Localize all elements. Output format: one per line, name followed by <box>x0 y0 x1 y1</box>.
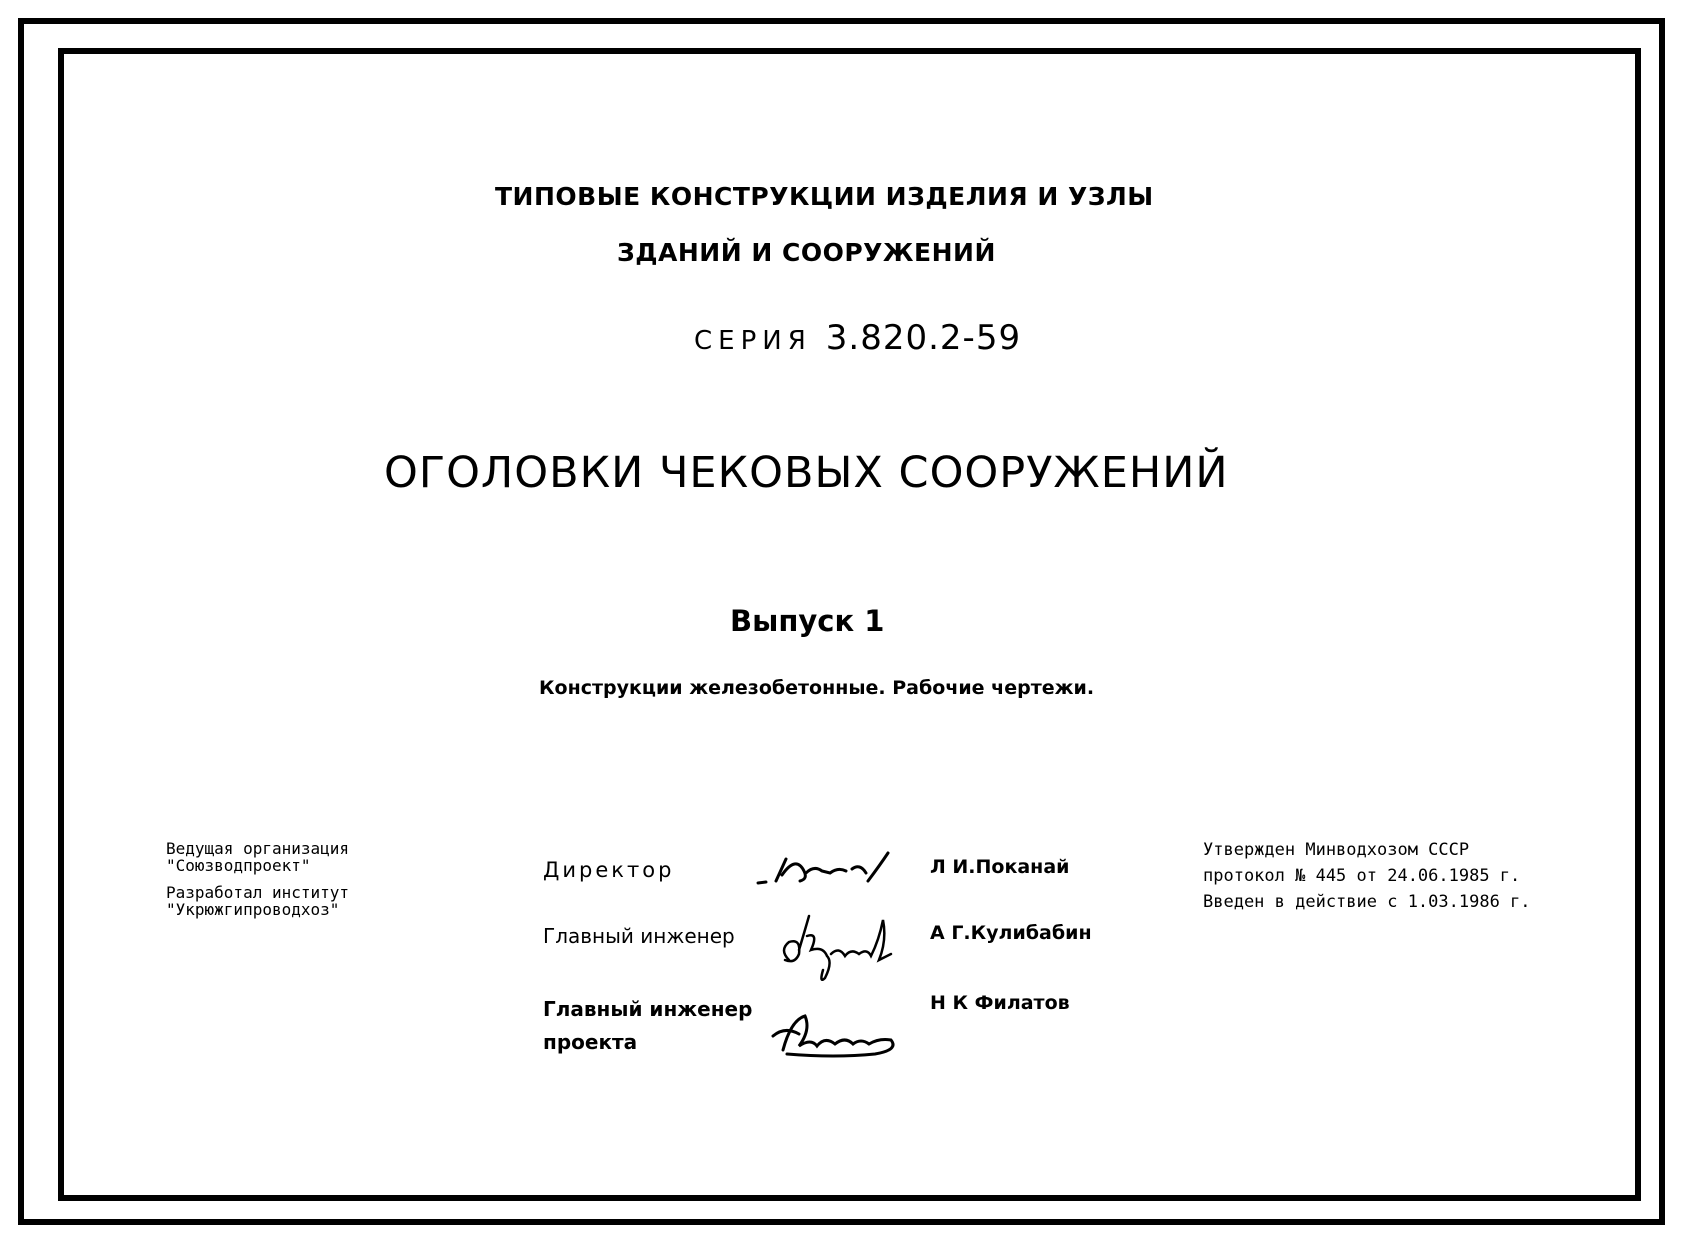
series-number: 3.820.2-59 <box>825 318 1022 358</box>
series-designation <box>694 318 1021 358</box>
approval-line-3: Введен в действие с 1.03.1986 г. <box>1203 892 1531 912</box>
issue-number: Выпуск 1 <box>730 604 885 638</box>
approval-block <box>1203 837 1531 915</box>
role-chief-project-engineer-line2: проекта <box>543 1030 638 1054</box>
developer-label: Разработал институт <box>166 883 350 902</box>
chief-engineer-signature <box>775 910 905 985</box>
document-title: ОГОЛОВКИ ЧЕКОВЫХ СООРУЖЕНИЙ <box>384 448 1229 498</box>
signatory-name-chief-engineer: А Г.Кулибабин <box>930 922 1092 944</box>
director-signature <box>756 845 896 895</box>
lead-organization-name: "Союзводпроект" <box>166 856 311 875</box>
approval-line-1: Утвержден Минводхозом СССР <box>1203 840 1470 860</box>
header-line-1: ТИПОВЫЕ КОНСТРУКЦИИ ИЗДЕЛИЯ И УЗЛЫ <box>495 182 1154 211</box>
chief-project-engineer-signature <box>765 1010 905 1065</box>
signatory-name-chief-project-engineer: Н К Филатов <box>930 992 1070 1014</box>
series-label: СЕРИЯ <box>694 326 812 356</box>
document-subtitle: Конструкции железобетонные. Рабочие чертежи. <box>539 677 1095 699</box>
developer-name: "Укрюжгипроводхоз" <box>166 900 340 919</box>
organization-block <box>166 840 349 918</box>
role-chief-engineer: Главный инженер <box>543 924 735 948</box>
signatory-name-director: Л И.Поканай <box>930 856 1070 878</box>
role-director: Директор <box>543 858 675 882</box>
role-chief-project-engineer-line1: Главный инженер <box>543 997 753 1021</box>
header-line-2: ЗДАНИЙ И СООРУЖЕНИЙ <box>617 238 996 267</box>
lead-organization-label: Ведущая организация <box>166 839 350 858</box>
approval-line-2: протокол № 445 от 24.06.1985 г. <box>1203 866 1521 886</box>
